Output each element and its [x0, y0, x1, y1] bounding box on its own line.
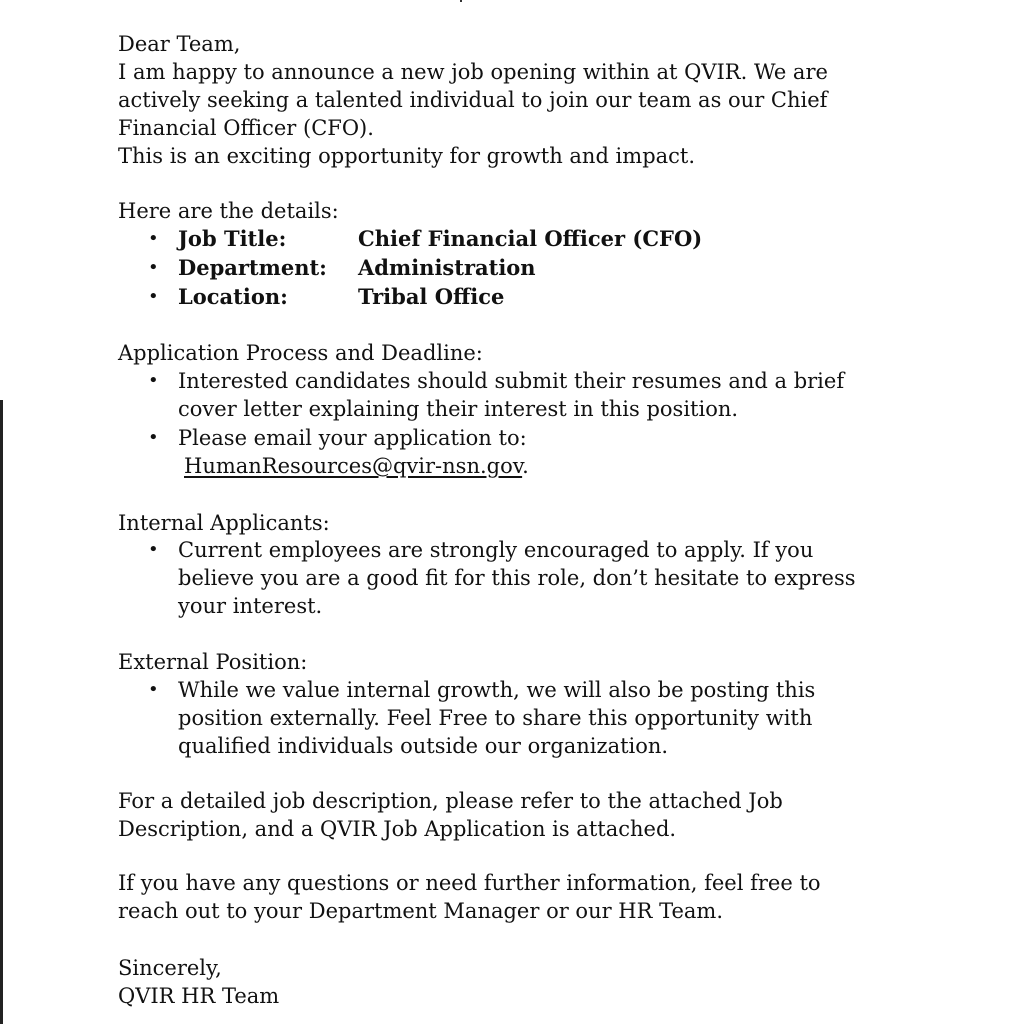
- intro-paragraph: [118, 58, 918, 170]
- intro-line: I am happy to announce a new job opening within at QVIR. We are: [118, 60, 828, 84]
- detail-key: Job Title:: [178, 226, 287, 251]
- application-heading: Application Process and Deadline:: [118, 341, 483, 365]
- internal-heading: Internal Applicants:: [118, 511, 330, 535]
- bullet-line: position externally. Feel Free to share this opportunity with: [178, 706, 813, 730]
- detail-value: Chief Financial Officer (CFO): [358, 226, 703, 251]
- bullet-line: Current employees are strongly encouraged to apply. If you: [178, 538, 814, 562]
- description-paragraph: [118, 787, 918, 843]
- scan-top-fragment: [460, 0, 468, 2]
- bullet-icon: •: [148, 539, 159, 560]
- details-heading: Here are the details:: [118, 199, 339, 223]
- detail-value: Tribal Office: [358, 284, 505, 309]
- intro-line: This is an exciting opportunity for growth and impact.: [118, 144, 696, 168]
- paragraph-line: Description, and a QVIR Job Application is attached.: [118, 817, 677, 841]
- bullet-icon: •: [148, 286, 159, 307]
- detail-value: Administration: [358, 255, 536, 280]
- bullet-icon: •: [148, 370, 159, 391]
- bullet-icon: •: [148, 679, 159, 700]
- bullet-line: While we value internal growth, we will also be posting this: [178, 678, 816, 702]
- external-heading: External Position:: [118, 650, 308, 674]
- bullet-line: Interested candidates should submit their resumes and a brief: [178, 369, 845, 393]
- detail-key: Location:: [178, 284, 288, 309]
- paragraph-line: reach out to your Department Manager or our HR Team.: [118, 899, 724, 923]
- bullet-icon: •: [148, 257, 159, 278]
- paragraph-line: If you have any questions or need further information, feel free to: [118, 871, 821, 895]
- intro-line: Financial Officer (CFO).: [118, 116, 374, 140]
- bullet-icon: •: [148, 228, 159, 249]
- bullet-line: qualified individuals outside our organization.: [178, 734, 669, 758]
- bullet-line: believe you are a good fit for this role, don’t hesitate to express: [178, 566, 856, 590]
- greeting: Dear Team,: [118, 32, 241, 56]
- paragraph-line: For a detailed job description, please refer to the attached Job: [118, 789, 783, 813]
- detail-key: Department:: [178, 255, 327, 280]
- email-period: .: [522, 454, 529, 478]
- scan-edge-line: [0, 400, 3, 1024]
- questions-paragraph: [118, 869, 918, 925]
- closing: Sincerely,: [118, 956, 222, 980]
- email-link[interactable]: HumanResources@qvir-nsn.gov: [184, 454, 523, 478]
- bullet-line: Please email your application to:: [178, 426, 527, 450]
- bullet-icon: •: [148, 427, 159, 448]
- bullet-line: your interest.: [178, 594, 323, 618]
- bullet-line: cover letter explaining their interest in this position.: [178, 397, 739, 421]
- signature: QVIR HR Team: [118, 984, 280, 1008]
- intro-line: actively seeking a talented individual to join our team as our Chief: [118, 88, 828, 112]
